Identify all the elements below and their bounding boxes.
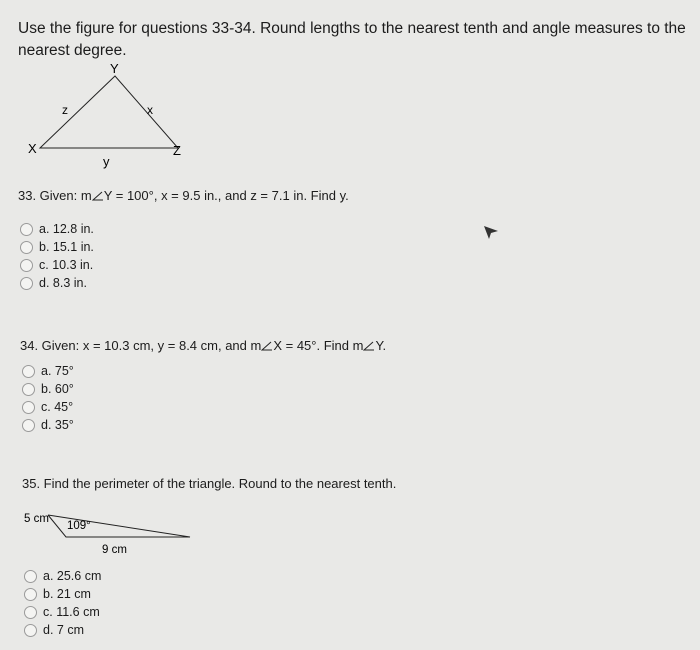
option-label: a. 25.6 cm [43,569,102,583]
radio-button[interactable] [20,259,33,272]
radio-button[interactable] [22,365,35,378]
mouse-cursor-icon [482,222,500,240]
option-label: c. 45° [41,400,74,414]
side-x-label: x [147,103,153,117]
radio-button[interactable] [22,401,35,414]
triangle-perimeter-figure [22,505,202,560]
question-33 [18,188,349,203]
option-label: c. 10.3 in. [39,258,94,272]
radio-button[interactable] [20,277,33,290]
option-35-c[interactable] [24,603,101,621]
option-35-d[interactable] [24,621,101,639]
radio-button[interactable] [24,588,37,601]
option-label: b. 60° [41,382,74,396]
vertex-x-label: X [28,141,37,156]
vertex-z-label: Z [173,143,181,158]
question-33-prefix: 33. Given: m [18,188,92,203]
radio-button[interactable] [22,383,35,396]
option-label: d. 8.3 in. [39,276,87,290]
question-34-mid: X = 45°. Find m [273,338,364,353]
instructions-text: Use the figure for questions 33-34. Round lengths to the nearest tenth and angle measures to the nearest degree. [18,20,686,59]
radio-button[interactable] [24,606,37,619]
option-label: c. 11.6 cm [43,605,100,619]
option-34-c[interactable] [22,398,74,416]
option-label: b. 15.1 in. [39,240,94,254]
option-33-a[interactable] [20,220,94,238]
option-35-a[interactable] [24,567,101,585]
angle-icon [363,341,375,351]
angle-icon [92,191,104,201]
option-label: d. 7 cm [43,623,84,637]
radio-button[interactable] [22,419,35,432]
question-34-options [22,362,74,434]
question-34-prefix: 34. Given: x = 10.3 cm, y = 8.4 cm, and m [20,338,262,353]
side-z-label: z [62,103,68,117]
option-label: d. 35° [41,418,74,432]
option-label: b. 21 cm [43,587,91,601]
radio-button[interactable] [24,570,37,583]
question-35: 35. Find the perimeter of the triangle. Round to the nearest tenth. [22,476,397,491]
triangle-xyz-figure [20,60,200,170]
question-34-end: Y. [375,338,387,353]
question-33-options [20,220,94,292]
angle-icon [261,341,273,351]
option-35-b[interactable] [24,585,101,603]
option-34-b[interactable] [22,380,74,398]
option-34-a[interactable] [22,362,74,380]
option-33-d[interactable] [20,274,94,292]
radio-button[interactable] [20,223,33,236]
option-label: a. 12.8 in. [39,222,94,236]
side-y-label: y [103,154,110,169]
question-35-options [24,567,101,639]
option-34-d[interactable] [22,416,74,434]
question-33-rest: Y = 100°, x = 9.5 in., and z = 7.1 in. Find y. [103,188,349,203]
option-33-b[interactable] [20,238,94,256]
side-9cm-label: 9 cm [102,544,127,556]
vertex-y-label: Y [110,61,119,76]
question-34 [20,338,386,353]
side-5cm-label: 5 cm [24,513,49,525]
option-33-c[interactable] [20,256,94,274]
option-label: a. 75° [41,364,74,378]
angle-109-label: 109° [67,520,91,532]
radio-button[interactable] [24,624,37,637]
radio-button[interactable] [20,241,33,254]
